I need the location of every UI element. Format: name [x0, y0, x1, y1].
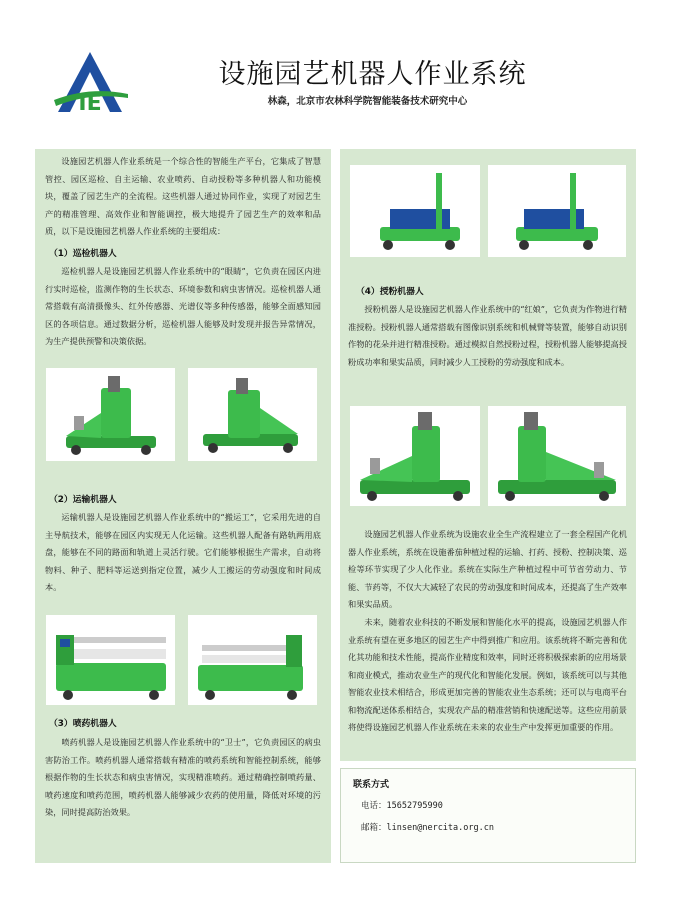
phone-number: 15652795990 — [386, 801, 443, 811]
contact-title: 联系方式 — [353, 780, 390, 790]
intro-paragraph: 设施园艺机器人作业系统是一个综合性的智能生产平台，它集成了智慧管控、园区巡检、自主运输、农业喷药、自动授粉等多种机器人和功能模块，覆盖了园艺生产的全流程。这些机器人通过协同作业，实现了对园艺生产的精准管理、高效作业和智能调控，极大地提升了园艺生产的效率和品质，以下是设施园艺机器人作业系统的主要组成： — [45, 156, 321, 236]
left-column — [35, 149, 331, 863]
email-address: linsen@nercita.org.cn — [386, 823, 494, 833]
transport-robot-text: 运输机器人是设施园艺机器人作业系统中的“搬运工”，它采用先进的自主导航技术，能够在园区内实现无人化运输。这些机器人配备有路轨两用底盘，能够在不同的路面和轨道上灵活行驶。它们能够根据生产需求，自动将物料、种子、肥料等运送到指定位置，减少人工搬运的劳动强度和时间成本。 — [45, 512, 321, 592]
future-outlook-paragraph: 未来，随着农业科技的不断发展和智能化水平的提高，设施园艺机器人作业系统有望在更多地区的园艺生产中得到推广和应用。该系统将不断完善和优化其功能和技术性能，提高作业精度和效率，同时还将积极探索新的应用场景和商业模式，推动农业生产的现代化和智能化发展。例如，该系统可以与其他智能农业技术相结合，形成更加完善的智能农业生态系统；还可以与电商平台和物流配送体系相结合，实现农产品的精准营销和快速配送等。这些应用前景将使得设施园艺机器人作业系统在未来的农业生产中发挥更加重要的作用。 — [348, 617, 627, 732]
pollination-robot-photo-2 — [488, 165, 626, 257]
inspection-robot-photo-2 — [188, 368, 317, 461]
pollination-robot-photo-4 — [488, 406, 626, 506]
transport-robot-photo-2 — [188, 615, 317, 705]
inspection-robot-text: 巡检机器人是设施园艺机器人作业系统中的“眼睛”，它负责在园区内进行实时巡检，监测作物的生长状态、环境参数和病虫害情况。巡检机器人通常搭载有高清摄像头、红外传感器、光谱仪等多种传感器，能够全面感知园区的各项信息。通过数据分析，巡检机器人能够及时发现并报告异常情况，为生产提供预警和决策依据。 — [45, 266, 321, 346]
transport-robot-heading: （2）运输机器人 — [49, 495, 117, 505]
pollination-robot-photo-1 — [350, 165, 480, 257]
pollination-robot-heading: （4）授粉机器人 — [356, 287, 424, 297]
poster-authors: 林森，北京市农林科学院智能装备技术研究中心 — [267, 96, 468, 107]
contact-email — [361, 821, 494, 833]
poster-title: 设施园艺机器人作业系统 — [218, 59, 527, 90]
contact-box — [340, 768, 636, 863]
right-column — [340, 149, 636, 761]
spraying-robot-heading: （3）喷药机器人 — [49, 719, 117, 729]
transport-robot-photo-1 — [46, 615, 175, 705]
system-summary-paragraph: 设施园艺机器人作业系统为设施农业全生产流程建立了一套全程国产化机器人作业系统，系统在设施番茄种植过程的运输、打药、授粉、控制决策、巡检等环节实现了少人化作业。系统在实际生产种植过程中可节省劳动力、节能、节药等，不仅大大减轻了农民的劳动强度和时间成本，还提高了生产效率和果实品质。 — [348, 529, 627, 609]
svg-text:IE: IE — [78, 91, 102, 116]
email-label: 邮箱： — [361, 823, 387, 833]
inspection-robot-photo-1 — [46, 368, 175, 461]
pollination-robot-photo-3 — [350, 406, 480, 506]
institute-logo — [50, 50, 130, 120]
spraying-robot-text: 喷药机器人是设施园艺机器人作业系统中的“卫士”，它负责园区的病虫害防治工作。喷药机器人通常搭载有精准的喷药系统和智能控制系统，能够根据作物的生长状态和病虫害情况，实现精准喷药。通过精确控制喷药量、喷药速度和喷药范围，喷药机器人能够减少农药的使用量，降低对环境的污染，同时提高防治效果。 — [45, 737, 321, 817]
inspection-robot-heading: （1）巡检机器人 — [49, 249, 117, 259]
pollination-robot-text: 授粉机器人是设施园艺机器人作业系统中的“红娘”，它负责为作物进行精准授粉。授粉机器人通常搭载有图像识别系统和机械臂等装置，能够自动识别作物的花朵并进行精准授粉。通过模拟自然授粉过程，授粉机器人能够提高授粉成功率和果实品质，同时减少人工授粉的劳动强度和成本。 — [348, 304, 627, 367]
contact-phone — [361, 799, 443, 811]
phone-label: 电话： — [361, 801, 387, 811]
